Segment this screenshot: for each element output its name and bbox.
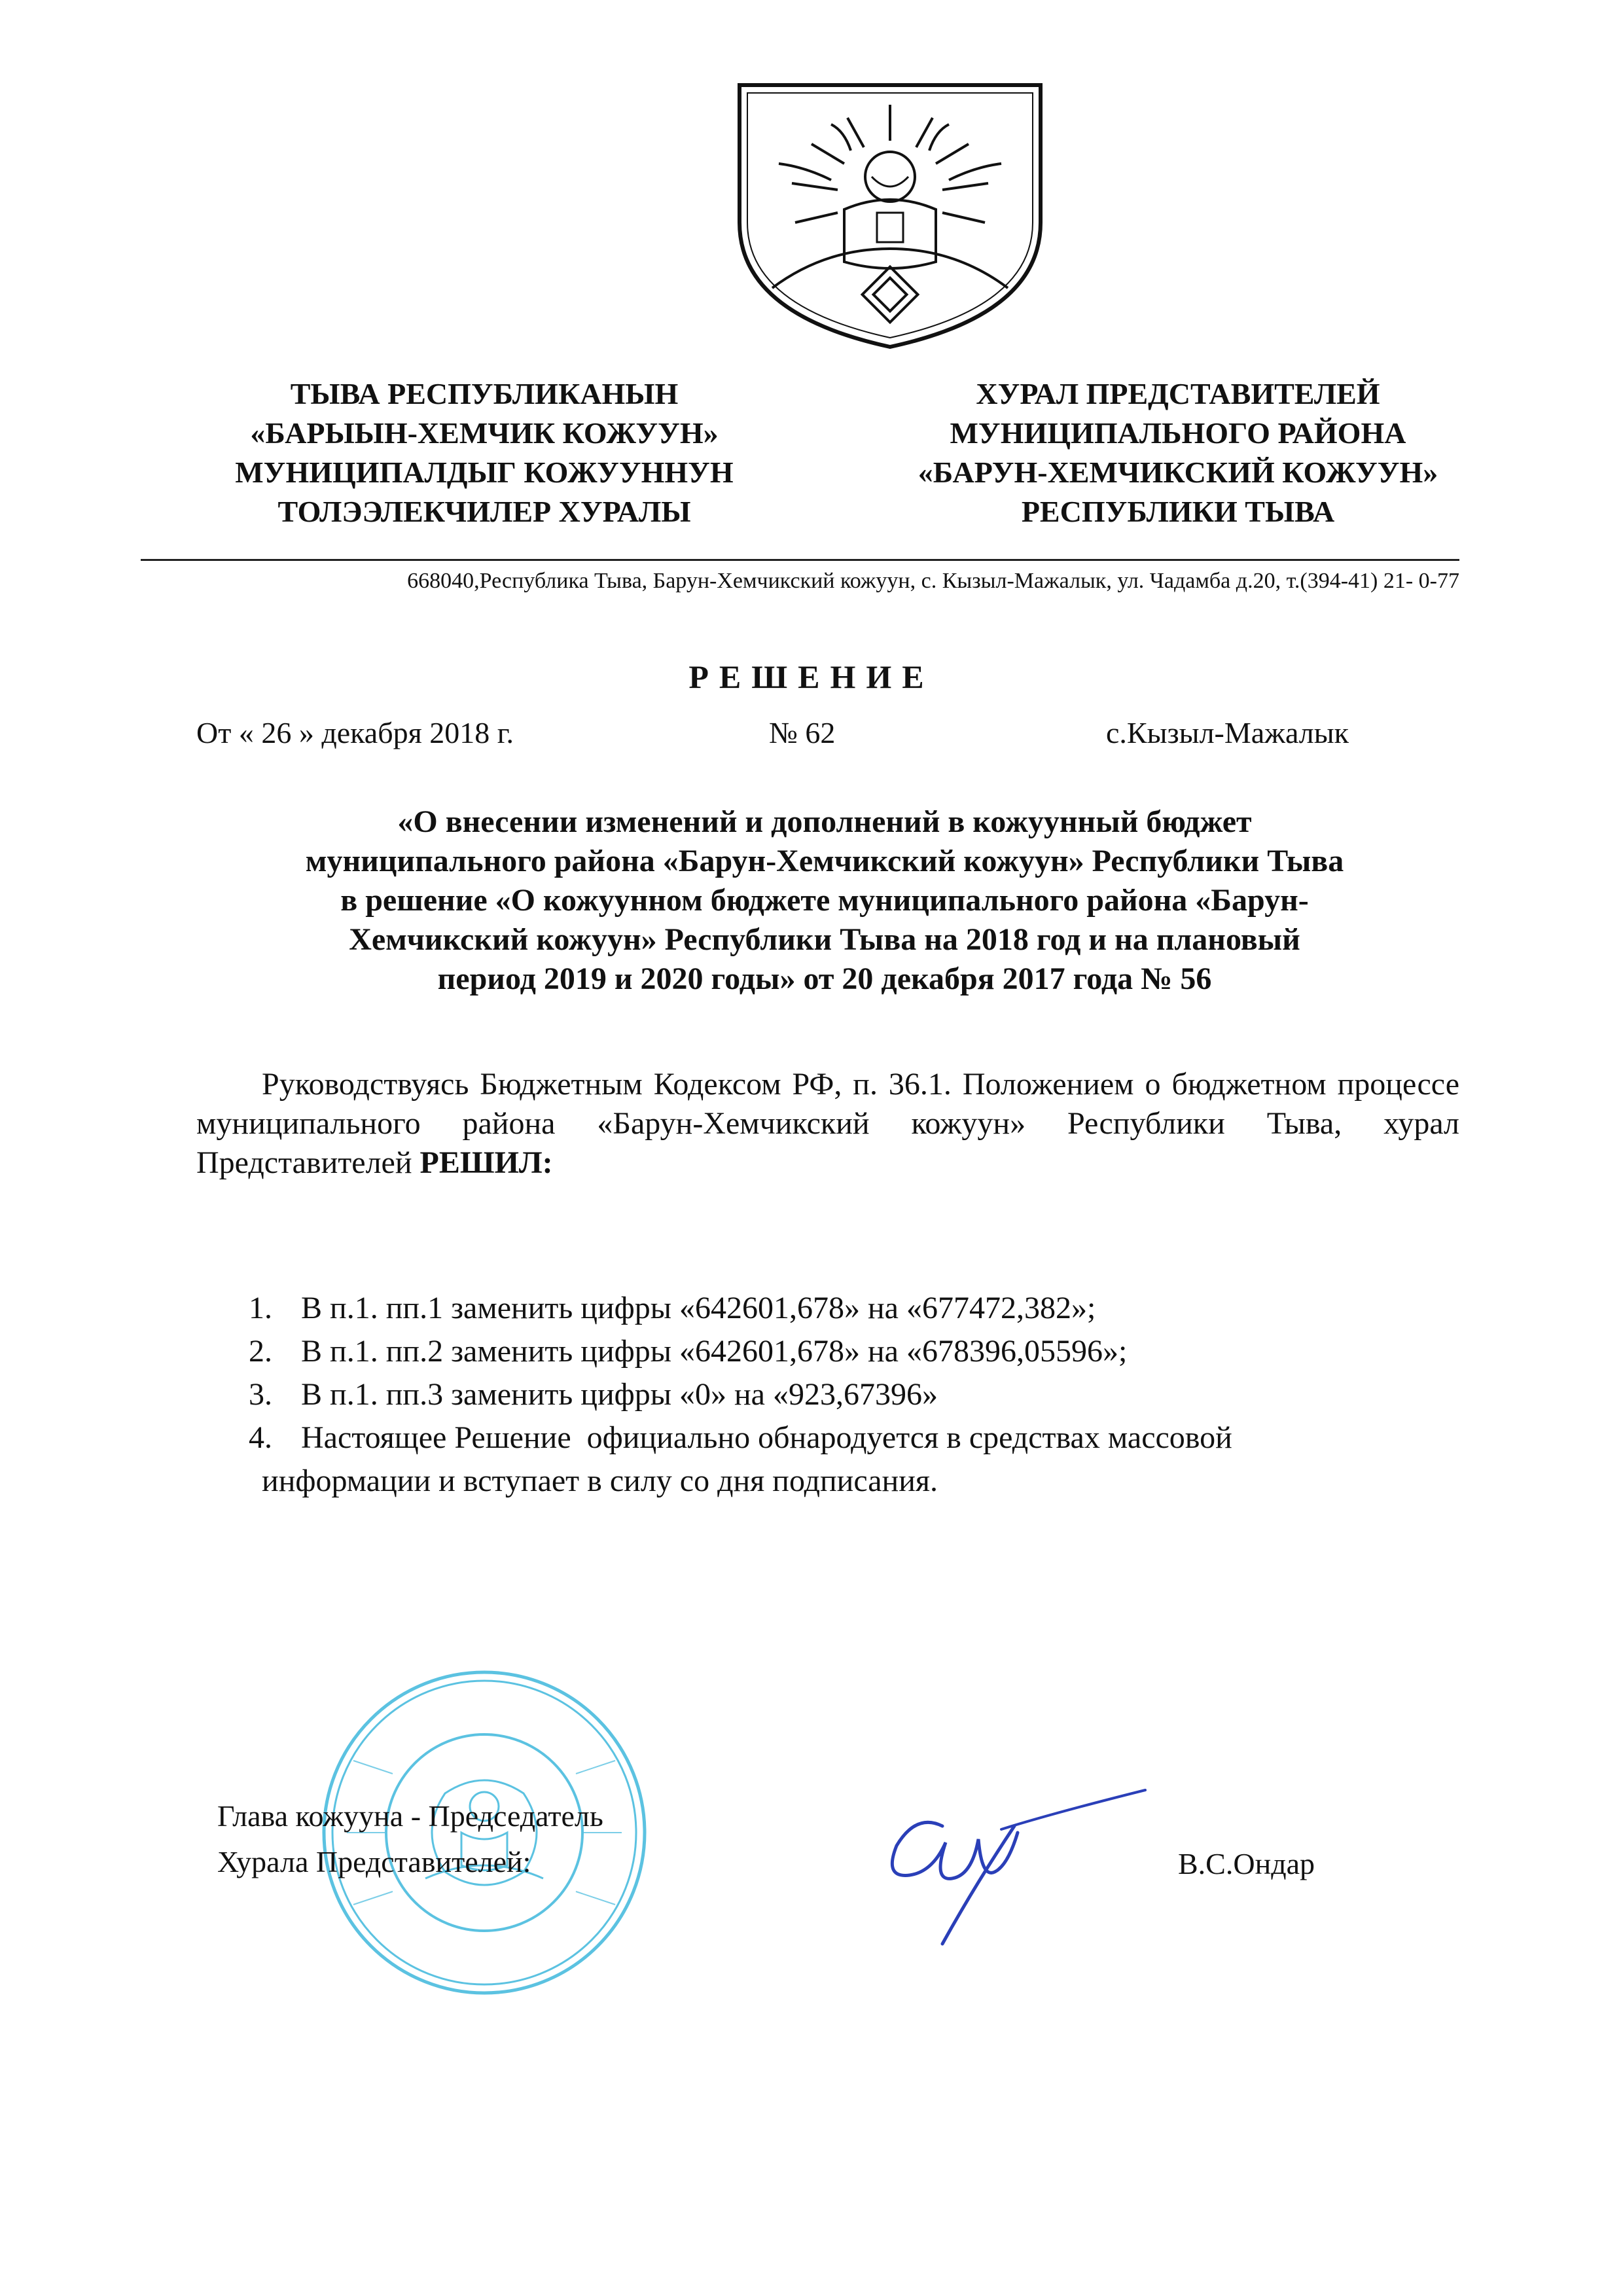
item-number: 2. [249, 1334, 272, 1369]
document-date: От « 26 » декабря 2018 г. [196, 716, 514, 749]
header-divider [141, 559, 1459, 561]
decision-items [249, 1287, 1544, 1503]
header-left-line: «БАРЫЫН-ХЕМЧИК КОЖУУН» [250, 416, 719, 450]
title-line: в решение «О кожуунном бюджете муниципального района «Барун- [340, 883, 1309, 918]
address-line: 668040,Республика Тыва, Барун-Хемчикский кожуун, с. Кызыл-Мажалык, ул. Чадамба д.20, т.(394-41) 21- 0-77 [407, 569, 1459, 593]
title-line: муниципального района «Барун-Хемчикский кожуун» Республики Тыва [305, 844, 1344, 878]
item-number: 1. [249, 1291, 272, 1325]
handwritten-signature [844, 1780, 1158, 1950]
item-text: В п.1. пп.3 заменить цифры «0» на «923,67396» [301, 1377, 938, 1412]
item-text: Настоящее Решение официально обнародуется в средствах массовой [301, 1420, 1232, 1455]
list-item [249, 1416, 1544, 1460]
header-right-org [838, 374, 1518, 531]
header-left-line: МУНИЦИПАЛДЫГ КОЖУУННУН [235, 456, 734, 489]
header-left-org [170, 374, 798, 531]
signatory-name: В.С.Ондар [1178, 1847, 1315, 1880]
item-text: В п.1. пп.1 заменить цифры «642601,678» на «677472,382»; [301, 1291, 1096, 1325]
list-item [249, 1373, 1544, 1416]
list-item [249, 1287, 1544, 1330]
coat-of-arms-emblem [733, 79, 1047, 353]
document-place: с.Кызыл-Мажалык [1106, 716, 1349, 749]
document-type: РЕШЕНИЕ [688, 658, 935, 695]
header-right-line: «БАРУН-ХЕМЧИКСКИЙ КОЖУУН» [918, 456, 1438, 489]
preamble [196, 1065, 1459, 1183]
header-left-line: ТЫВА РЕСПУБЛИКАНЫН [290, 377, 679, 410]
list-item-continuation [249, 1460, 1544, 1503]
item-text-continuation: информации и вступает в силу со дня подписания. [262, 1463, 938, 1498]
document-title [183, 802, 1466, 999]
position-line: Хурала Представителей: [217, 1845, 531, 1878]
item-number: 4. [249, 1420, 272, 1455]
header-right-line: МУНИЦИПАЛЬНОГО РАЙОНА [950, 416, 1406, 450]
list-item [249, 1330, 1544, 1373]
header-right-line: РЕСПУБЛИКИ ТЫВА [1021, 495, 1335, 528]
item-text: В п.1. пп.2 заменить цифры «642601,678» на «678396,05596»; [301, 1334, 1128, 1369]
title-line: Хемчикский кожуун» Республики Тыва на 2018 год и на плановый [349, 922, 1300, 957]
preamble-decided: РЕШИЛ: [419, 1145, 553, 1180]
item-number: 3. [249, 1377, 272, 1412]
position-line: Глава кожууна - Председатель [217, 1799, 603, 1833]
signatory-position [217, 1793, 603, 1885]
title-line: «О внесении изменений и дополнений в кожуунный бюджет [397, 804, 1252, 839]
title-line: период 2019 и 2020 годы» от 20 декабря 2017 года № 56 [437, 961, 1212, 996]
document-number: № 62 [769, 716, 836, 749]
preamble-text: Руководствуясь Бюджетным Кодексом РФ, п. 36.1. Положением о бюджетном процессе муниципального района «Барун-Хемчикский кожуун» Республики Тыва, хурал Представителей [196, 1067, 1459, 1180]
header-right-line: ХУРАЛ ПРЕДСТАВИТЕЛЕЙ [976, 377, 1380, 410]
header-left-line: ТОЛЭЭЛЕКЧИЛЕР ХУРАЛЫ [277, 495, 691, 528]
